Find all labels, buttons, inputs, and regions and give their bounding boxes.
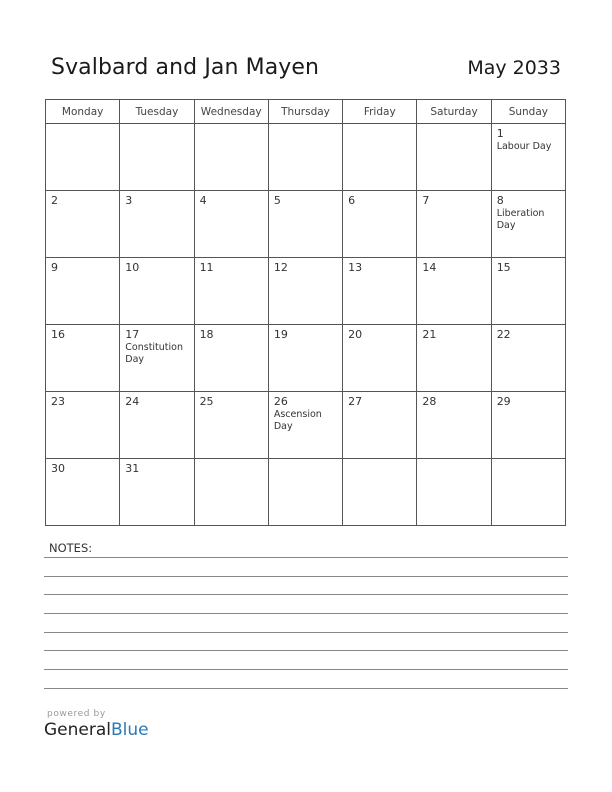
day-cell — [194, 124, 268, 191]
day-cell — [343, 191, 417, 258]
day-cell — [343, 124, 417, 191]
day-cell — [120, 459, 194, 526]
holiday-label: Liberation Day — [496, 208, 545, 231]
day-cell — [194, 325, 268, 392]
day-number: 4 — [199, 194, 207, 207]
day-number: 21 — [422, 328, 437, 341]
day-number: 30 — [51, 462, 65, 475]
notes-line — [44, 557, 568, 558]
day-number: 13 — [348, 261, 363, 274]
day-number: 15 — [496, 261, 511, 274]
day-number: 24 — [125, 395, 140, 408]
day-number: 2 — [51, 194, 58, 207]
day-number: 20 — [348, 328, 363, 341]
day-number: 22 — [496, 328, 511, 341]
brand-general-text: General — [44, 720, 111, 740]
day-cell — [194, 392, 268, 459]
day-number: 6 — [348, 194, 356, 207]
day-cell — [491, 325, 565, 392]
day-cell — [343, 392, 417, 459]
brand-logo — [44, 720, 149, 740]
notes-line — [44, 669, 568, 670]
week-row — [46, 325, 566, 392]
notes-line — [44, 650, 568, 651]
day-number: 7 — [422, 194, 430, 207]
day-cell — [491, 392, 565, 459]
calendar-title: Svalbard and Jan Mayen — [51, 55, 320, 80]
day-cell — [343, 325, 417, 392]
holiday-label: Constitution Day — [125, 342, 184, 365]
weekday-header-row — [46, 100, 566, 124]
notes-line — [44, 576, 568, 577]
week-row — [46, 459, 566, 526]
week-row — [46, 191, 566, 258]
day-cell — [46, 392, 120, 459]
day-cell — [417, 124, 491, 191]
day-cell — [268, 258, 342, 325]
day-cell — [120, 325, 194, 392]
day-number: 18 — [199, 328, 214, 341]
notes-label: NOTES: — [49, 541, 93, 555]
day-cell — [268, 124, 342, 191]
day-cell — [120, 191, 194, 258]
day-cell — [417, 191, 491, 258]
day-cell — [343, 258, 417, 325]
brand-blue-text: Blue — [111, 720, 149, 740]
day-cell — [46, 459, 120, 526]
day-cell — [120, 258, 194, 325]
notes-line — [44, 632, 568, 633]
week-row — [46, 258, 566, 325]
day-cell — [491, 459, 565, 526]
weekday-header: Tuesday — [120, 100, 194, 124]
day-cell — [417, 325, 491, 392]
day-cell — [417, 258, 491, 325]
day-number: 9 — [51, 261, 58, 274]
week-row — [46, 124, 566, 191]
day-number: 10 — [125, 261, 140, 274]
weekday-header: Monday — [46, 100, 120, 124]
day-cell — [120, 392, 194, 459]
weekday-header: Friday — [343, 100, 417, 124]
day-cell — [268, 325, 342, 392]
day-cell — [491, 124, 565, 191]
day-number: 17 — [125, 328, 140, 341]
notes-line — [44, 613, 568, 614]
day-cell — [194, 459, 268, 526]
day-number: 26 — [273, 395, 288, 408]
week-row — [46, 392, 566, 459]
notes-line — [44, 594, 568, 595]
day-cell — [417, 392, 491, 459]
day-cell — [491, 258, 565, 325]
day-cell — [194, 258, 268, 325]
day-number: 11 — [199, 261, 214, 274]
day-number: 28 — [422, 395, 437, 408]
day-number: 5 — [273, 194, 281, 207]
day-number: 27 — [348, 395, 363, 408]
day-number: 25 — [199, 395, 214, 408]
holiday-label: Labour Day — [496, 141, 552, 152]
day-number: 19 — [273, 328, 288, 341]
weekday-header: Saturday — [417, 100, 491, 124]
notes-line — [44, 688, 568, 689]
day-cell — [343, 459, 417, 526]
day-cell — [120, 124, 194, 191]
weekday-header: Sunday — [491, 100, 565, 124]
day-cell — [46, 124, 120, 191]
day-cell — [491, 191, 565, 258]
day-cell — [417, 459, 491, 526]
weekday-header: Wednesday — [194, 100, 268, 124]
day-number: 1 — [496, 127, 504, 140]
day-number: 16 — [51, 328, 65, 341]
day-cell — [46, 191, 120, 258]
day-number: 8 — [496, 194, 504, 207]
day-cell — [46, 258, 120, 325]
day-number: 12 — [273, 261, 288, 274]
day-number: 14 — [422, 261, 437, 274]
holiday-label: Ascension Day — [273, 409, 322, 432]
day-number: 3 — [125, 194, 133, 207]
day-cell — [268, 392, 342, 459]
month-label: May 2033 — [467, 57, 561, 79]
day-cell — [268, 459, 342, 526]
day-cell — [194, 191, 268, 258]
day-number: 31 — [125, 462, 140, 475]
powered-by-text: powered by — [47, 709, 106, 719]
day-number: 23 — [51, 395, 65, 408]
day-number: 29 — [496, 395, 511, 408]
day-cell — [46, 325, 120, 392]
calendar-grid — [45, 99, 566, 526]
weekday-header: Thursday — [268, 100, 342, 124]
day-cell — [268, 191, 342, 258]
